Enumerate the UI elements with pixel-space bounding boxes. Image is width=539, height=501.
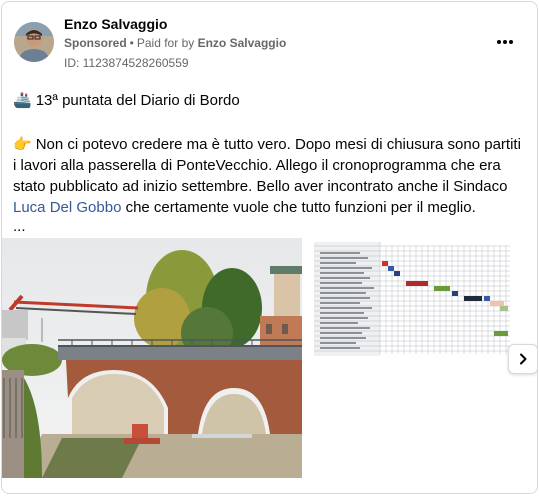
paid-for-name[interactable]: Enzo Salvaggio xyxy=(197,36,287,50)
mention-link[interactable]: Luca Del Gobbo xyxy=(13,199,122,216)
sponsored-label[interactable]: Sponsored xyxy=(64,36,127,50)
post-headline xyxy=(13,90,528,111)
body-text: Non ci potevo credere ma è tutto vero. Dopo mesi di chiusura sono partiti i lavori alla passerella di PonteVecchio. Allego il cronoprogramma che era stato pubblicato ad inizio settembre. Bello aver incontrato anche il Sindaco xyxy=(13,136,521,195)
carousel-next-button[interactable] xyxy=(508,344,538,374)
post-body xyxy=(13,134,528,218)
more-horizontal-icon xyxy=(503,40,507,44)
author-name[interactable]: Enzo Salvaggio xyxy=(64,16,168,32)
spreadsheet-illustration xyxy=(314,242,538,356)
more-horizontal-icon xyxy=(509,40,513,44)
bridge-photo-illustration xyxy=(2,238,302,478)
chevron-right-icon xyxy=(517,353,529,365)
avatar-photo xyxy=(14,22,54,62)
schedule-spreadsheet-image[interactable] xyxy=(314,242,538,356)
author-avatar[interactable] xyxy=(14,22,54,62)
ad-post-card xyxy=(1,1,538,494)
ad-id: ID: 1123874528260559 xyxy=(64,56,189,70)
more-options-button[interactable] xyxy=(493,32,517,52)
more-horizontal-icon xyxy=(497,40,501,44)
ship-icon: 🚢 xyxy=(13,92,32,109)
paid-for-prefix: Paid for by xyxy=(136,36,195,50)
post-text xyxy=(13,90,528,236)
bridge-photo[interactable] xyxy=(2,238,302,478)
body-text-end: che certamente vuole che tutto funzioni per il meglio. xyxy=(121,199,476,216)
see-more-ellipsis[interactable]: ... xyxy=(13,218,26,235)
headline-text: 13ª puntata del Diario di Bordo xyxy=(35,92,240,109)
pointing-hand-icon: 👉 xyxy=(13,136,32,153)
meta-separator: • xyxy=(129,36,134,50)
sponsored-meta xyxy=(64,36,286,50)
